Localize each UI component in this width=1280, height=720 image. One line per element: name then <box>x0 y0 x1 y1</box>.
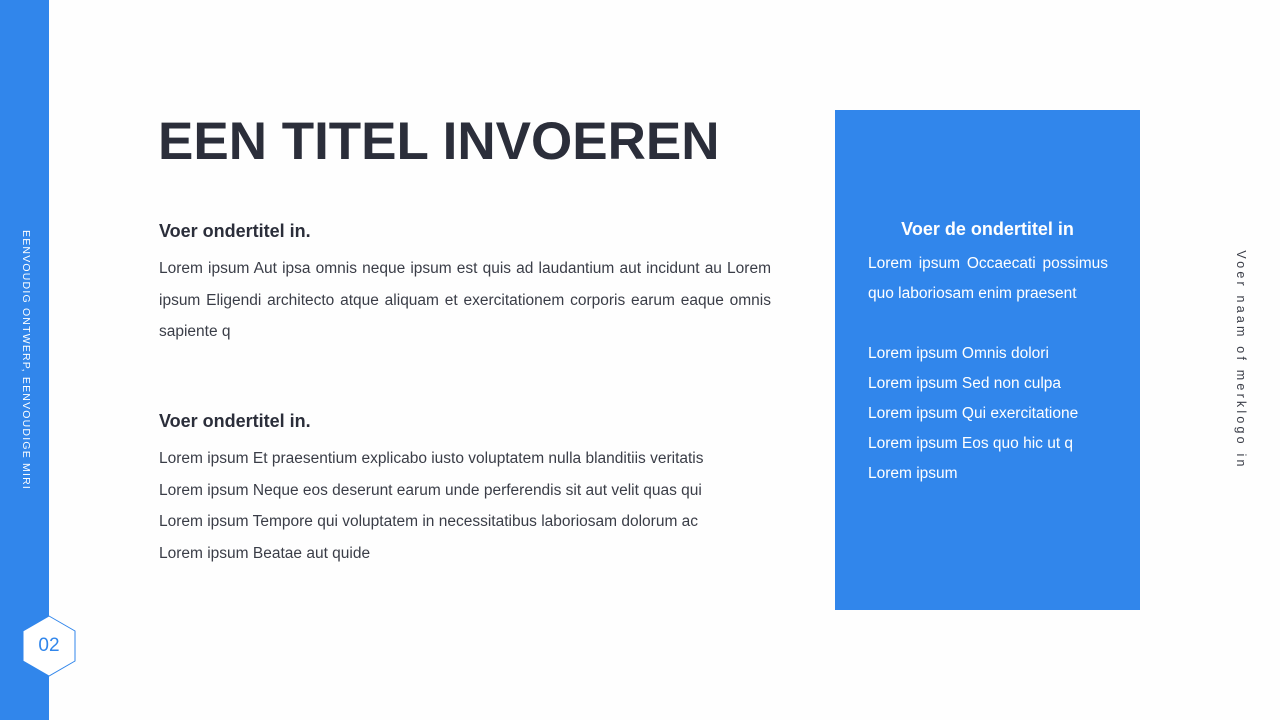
page-number: 02 <box>38 635 60 656</box>
card-title: Voer de ondertitel in <box>901 219 1074 239</box>
text-section-1 <box>159 221 771 348</box>
page-title: EEN TITEL INVOEREN <box>158 112 720 171</box>
list-item: Lorem ipsum Qui exercitatione <box>868 405 1079 422</box>
section-subtitle: Voer ondertitel in. <box>159 221 311 241</box>
list-item: Lorem ipsum <box>868 465 958 482</box>
card-list <box>868 339 1118 489</box>
list-item: Lorem ipsum Sed non culpa <box>868 375 1062 392</box>
section-subtitle: Voer ondertitel in. <box>159 411 311 431</box>
section-line: Lorem ipsum Tempore qui voluptatem in necessitatibus laboriosam dolorum ac <box>159 513 699 530</box>
section-paragraph: Lorem ipsum Aut ipsa omnis neque ipsum est quis ad laudantium aut incidunt au Lorem ipsum Eligendi architecto atque aliquam et exercitationem corporis earum eaque omnis sapiente q <box>159 260 771 340</box>
list-item: Lorem ipsum Eos quo hic ut q <box>868 435 1074 452</box>
section-line: Lorem ipsum Et praesentium explicabo iusto voluptatem nulla blanditiis veritatis <box>159 450 704 467</box>
brand-caption: Voer naam of merklogo in <box>1234 250 1248 470</box>
section-line: Lorem ipsum Neque eos deserunt earum unde perferendis sit aut velit quas qui <box>159 481 702 499</box>
highlight-card <box>835 110 1140 610</box>
side-caption: EENVOUDIG ONTWERP, EENVOUDIGE MIRI <box>20 230 32 490</box>
list-item: Lorem ipsum Omnis dolori <box>868 345 1049 362</box>
section-line: Lorem ipsum Beatae aut quide <box>159 544 371 562</box>
card-intro: Lorem ipsum Occaecati possimus quo laboriosam enim praesent <box>868 255 1108 302</box>
text-section-2 <box>159 411 771 569</box>
page-number-badge <box>22 615 76 677</box>
